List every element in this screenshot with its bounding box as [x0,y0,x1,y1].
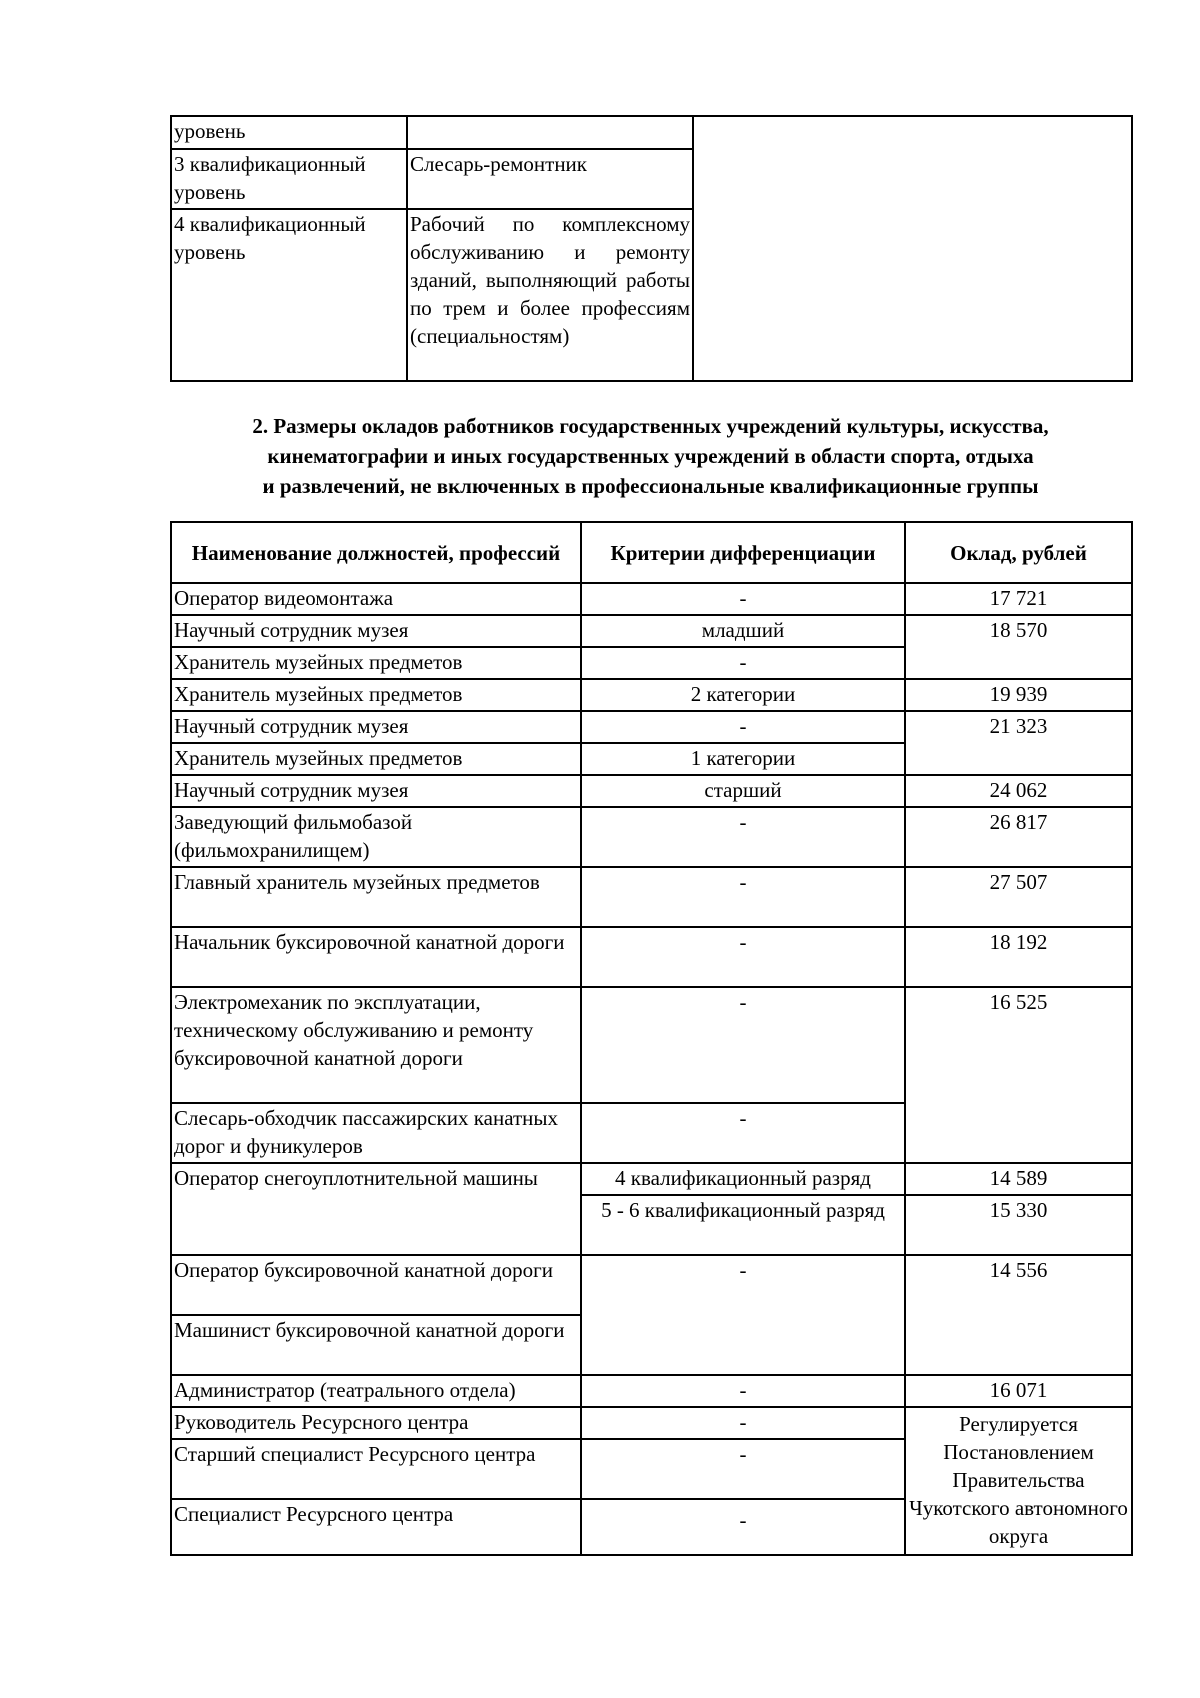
criteria-cell: - [581,1103,905,1163]
salary-cell: 19 939 [905,679,1132,711]
position-cell: Начальник буксировочной канатной дороги [171,927,581,987]
position-cell: Руководитель Ресурсного центра [171,1407,581,1439]
position-cell: Главный хранитель музейных предметов [171,867,581,927]
salary-table [170,521,1133,1556]
header-salary: Оклад, рублей [905,522,1132,583]
empty-cell [693,116,1132,381]
position-cell: Научный сотрудник музея [171,615,581,647]
position-cell: Хранитель музейных предметов [171,647,581,679]
position-cell: Хранитель музейных предметов [171,743,581,775]
qualification-levels-table [170,115,1133,382]
position-cell: Оператор видеомонтажа [171,583,581,615]
table-row [171,1407,1132,1439]
position-cell: Научный сотрудник музея [171,711,581,743]
table-row [171,1255,1132,1315]
table-header-row [171,522,1132,583]
criteria-cell: - [581,807,905,867]
position-cell: Администратор (театрального отдела) [171,1375,581,1407]
table-row [171,775,1132,807]
criteria-cell: - [581,927,905,987]
table-row [171,116,1132,149]
position-cell: Оператор буксировочной канатной дороги [171,1255,581,1315]
criteria-cell: 5 - 6 квалификационный разряд [581,1195,905,1255]
table-row [171,615,1132,647]
table-row [171,1375,1132,1407]
table-row [171,711,1132,743]
position-cell: Старший специалист Ресурсного центра [171,1439,581,1499]
criteria-cell: - [581,1407,905,1439]
criteria-cell: - [581,1255,905,1375]
heading-line: и развлечений, не включенных в профессиональные квалификационные группы [262,474,1039,498]
profession-cell [407,116,693,149]
criteria-cell: - [581,987,905,1103]
table-row [171,583,1132,615]
header-position: Наименование должностей, профессий [171,522,581,583]
criteria-cell: младший [581,615,905,647]
criteria-cell: 4 квалификационный разряд [581,1163,905,1195]
table-row [171,927,1132,987]
salary-cell: 24 062 [905,775,1132,807]
salary-cell: 16 525 [905,987,1132,1163]
position-cell: Электромеханик по эксплуатации, техническому обслуживанию и ремонту буксировочной канатной дороги [171,987,581,1103]
criteria-cell: - [581,1499,905,1555]
profession-cell: Слесарь-ремонтник [407,149,693,209]
salary-cell: 15 330 [905,1195,1132,1255]
position-cell: Слесарь-обходчик пассажирских канатных дорог и фуникулеров [171,1103,581,1163]
position-cell: Хранитель музейных предметов [171,679,581,711]
section-heading [170,411,1131,501]
criteria-cell: 2 категории [581,679,905,711]
table-row [171,807,1132,867]
salary-cell: 16 071 [905,1375,1132,1407]
criteria-cell: - [581,867,905,927]
criteria-cell: - [581,711,905,743]
salary-cell: 27 507 [905,867,1132,927]
position-cell: Заведующий фильмобазой (фильмохранилищем) [171,807,581,867]
position-cell: Научный сотрудник музея [171,775,581,807]
level-cell: уровень [171,116,407,149]
header-criteria: Критерии дифференциации [581,522,905,583]
criteria-cell: - [581,1375,905,1407]
table-row [171,679,1132,711]
criteria-cell: - [581,583,905,615]
salary-cell: 14 556 [905,1255,1132,1375]
salary-cell: 14 589 [905,1163,1132,1195]
criteria-cell: - [581,1439,905,1499]
criteria-cell: старший [581,775,905,807]
salary-cell: 18 570 [905,615,1132,679]
heading-line: кинематографии и иных государственных учреждений в области спорта, отдыха [267,444,1034,468]
position-cell: Специалист Ресурсного центра [171,1499,581,1555]
level-cell: 3 квалификационный уровень [171,149,407,209]
profession-cell: Рабочий по комплексному обслуживанию и ремонту зданий, выполняющий работы по трем и более профессиям (специальностям) [407,209,693,381]
table-row [171,1163,1132,1195]
salary-cell: 26 817 [905,807,1132,867]
heading-line: 2. Размеры окладов работников государственных учреждений культуры, искусства, [252,414,1049,438]
salary-cell: 18 192 [905,927,1132,987]
position-cell: Машинист буксировочной канатной дороги [171,1315,581,1375]
criteria-cell: 1 категории [581,743,905,775]
criteria-cell: - [581,647,905,679]
salary-regulation-note: Регулируется Постановлением Правительства Чукотского автономного округа [905,1407,1132,1555]
salary-cell: 17 721 [905,583,1132,615]
position-cell: Оператор снегоуплотнительной машины [171,1163,581,1255]
table-row [171,987,1132,1103]
table-row [171,867,1132,927]
salary-cell: 21 323 [905,711,1132,775]
level-cell: 4 квалификационный уровень [171,209,407,381]
